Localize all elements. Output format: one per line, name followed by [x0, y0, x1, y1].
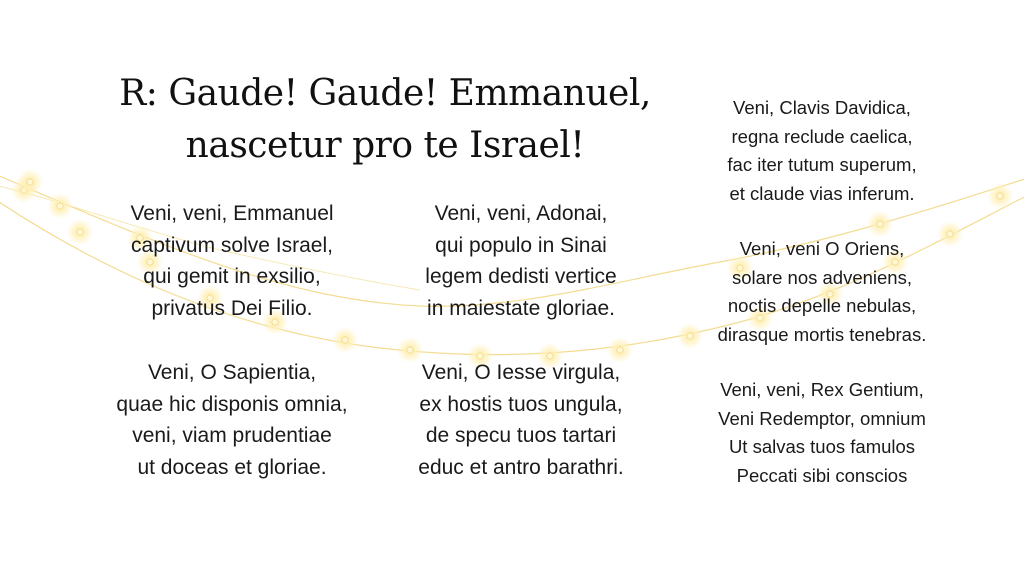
verse-line: Peccati sibi conscios: [736, 464, 908, 486]
light-bulb: [57, 203, 63, 209]
stanza-3: [375, 198, 667, 324]
verse-line: dirasque mortis tenebras.: [717, 323, 927, 345]
verse-line: de specu tuos tartari: [425, 424, 617, 447]
verse-line: Veni Redemptor, omnium: [718, 407, 926, 429]
verse-line: educ et antro barathri.: [418, 455, 624, 479]
verse-line: Veni, veni, Rex Gentium,: [720, 379, 924, 400]
refrain-title: [90, 68, 680, 172]
verse-line: qui populo in Sinai: [435, 233, 607, 257]
title-line-1: R: Gaude! Gaude! Emmanuel,: [119, 73, 651, 114]
light-bulb: [27, 179, 33, 185]
light-bulb: [617, 347, 623, 353]
light-bulb: [877, 221, 883, 227]
verse-line: legem dedisti vertice: [425, 265, 617, 288]
verse-line: Veni, veni, Emmanuel: [130, 202, 334, 225]
verse-line: Veni, Clavis Davidica,: [733, 97, 911, 118]
verse-line: captivum solve Israel,: [131, 233, 333, 257]
stanza-6: [680, 235, 964, 349]
stanza-7: [680, 376, 964, 490]
verse-line: ut doceas et gloriae.: [137, 455, 327, 479]
verse-line: Veni, O Iesse virgula,: [421, 361, 621, 384]
stanza-5: [680, 94, 964, 208]
verse-line: fac iter tutum superum,: [727, 154, 917, 175]
verse-line: noctis depelle nebulas,: [727, 295, 917, 316]
verse-line: solare nos adveniens,: [732, 266, 912, 288]
verse-line: veni, viam prudentiae: [132, 424, 332, 447]
light-bulb: [342, 337, 348, 343]
verse-line: quae hic disponis omnia,: [116, 392, 348, 416]
verse-line: regna reclude caelica,: [731, 125, 913, 147]
verse-line: et claude vias inferum.: [729, 182, 915, 204]
verse-line: ex hostis tuos ungula,: [419, 392, 623, 416]
verse-line: Ut salvas tuos famulos: [728, 436, 916, 457]
stanza-4: [375, 357, 667, 483]
verse-line: in maiestate gloriae.: [427, 296, 615, 320]
verse-line: Veni, veni O Oriens,: [739, 238, 905, 259]
stanza-2: [72, 357, 392, 483]
title-line-2: nascetur pro te Israel!: [185, 125, 585, 166]
verse-line: privatus Dei Filio.: [151, 296, 313, 320]
light-bulb: [997, 193, 1003, 199]
light-bulb: [407, 347, 413, 353]
verse-line: qui gemit in exsilio,: [143, 265, 321, 288]
verse-line: Veni, veni, Adonai,: [434, 202, 608, 225]
stanza-1: [72, 198, 392, 324]
verse-line: Veni, O Sapientia,: [147, 361, 317, 384]
